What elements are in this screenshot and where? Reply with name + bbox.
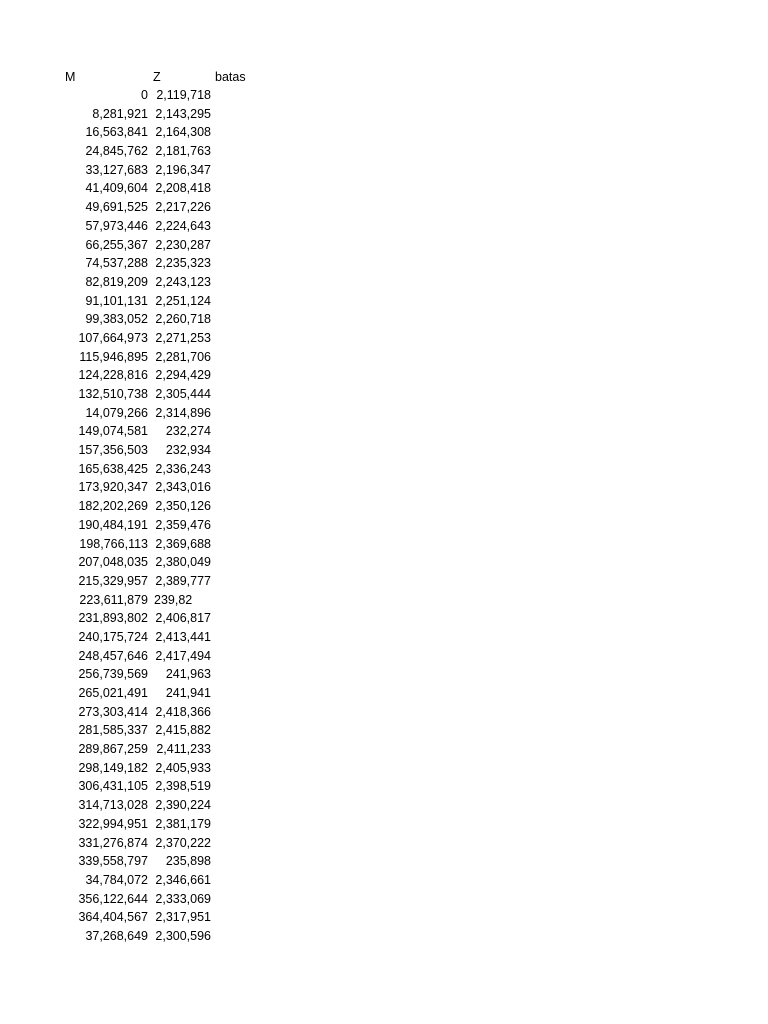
cell-m: 256,739,569 bbox=[78, 667, 148, 682]
cell-m: 173,920,347 bbox=[78, 480, 148, 495]
cell-z: 2,281,706 bbox=[155, 349, 211, 364]
cell-m: 223,611,879 bbox=[79, 592, 148, 607]
cell-z: 2,208,418 bbox=[155, 181, 211, 196]
cell-z: 2,119,718 bbox=[156, 88, 211, 102]
table-row bbox=[0, 105, 768, 124]
table-row bbox=[0, 179, 768, 198]
cell-m: 107,664,973 bbox=[78, 330, 148, 345]
cell-z: 2,390,224 bbox=[155, 798, 211, 813]
cell-z: 2,380,049 bbox=[155, 555, 211, 570]
cell-m: 99,383,052 bbox=[85, 312, 148, 327]
cell-m: 364,404,567 bbox=[78, 910, 148, 925]
table-row bbox=[0, 460, 768, 479]
table-row bbox=[0, 852, 768, 871]
cell-m: 281,585,337 bbox=[78, 723, 148, 738]
cell-z: 2,381,179 bbox=[155, 816, 211, 831]
column-header-m: M bbox=[65, 70, 76, 84]
table-row bbox=[0, 665, 768, 684]
cell-m: 198,766,113 bbox=[79, 536, 148, 551]
cell-m: 157,356,503 bbox=[78, 443, 148, 458]
cell-m: 207,048,035 bbox=[78, 555, 148, 570]
cell-m: 356,122,644 bbox=[78, 891, 148, 906]
cell-z: 2,224,643 bbox=[155, 218, 211, 233]
cell-z: 2,235,323 bbox=[155, 256, 211, 271]
cell-m: 82,819,209 bbox=[85, 274, 148, 289]
cell-m: 49,691,525 bbox=[85, 200, 148, 215]
table-row bbox=[0, 86, 768, 105]
cell-z: 2,417,494 bbox=[155, 648, 211, 663]
cell-z: 232,934 bbox=[165, 443, 211, 458]
cell-m: 8,281,921 bbox=[92, 106, 148, 121]
table-row bbox=[0, 123, 768, 142]
table-row bbox=[0, 217, 768, 236]
cell-z: 2,164,308 bbox=[155, 125, 211, 140]
table-row bbox=[0, 422, 768, 441]
table-row bbox=[0, 516, 768, 535]
cell-z: 241,941 bbox=[165, 686, 211, 700]
table-row bbox=[0, 142, 768, 161]
cell-z: 2,143,295 bbox=[155, 106, 211, 121]
cell-z: 235,898 bbox=[165, 854, 211, 869]
column-header-z: Z bbox=[153, 70, 161, 84]
cell-m: 14,079,266 bbox=[85, 405, 148, 420]
table-row bbox=[0, 273, 768, 292]
cell-m: 231,893,802 bbox=[78, 611, 148, 626]
header-row bbox=[0, 68, 768, 86]
table-row bbox=[0, 441, 768, 460]
table-row bbox=[0, 385, 768, 404]
cell-m: 273,303,414 bbox=[78, 704, 148, 719]
cell-z: 2,336,243 bbox=[155, 461, 211, 476]
table-row bbox=[0, 198, 768, 217]
cell-m: 33,127,683 bbox=[85, 162, 148, 177]
cell-m: 240,175,724 bbox=[78, 629, 148, 644]
cell-z: 2,389,777 bbox=[155, 573, 211, 588]
table-row bbox=[0, 404, 768, 423]
table-row bbox=[0, 292, 768, 311]
cell-m: 331,276,874 bbox=[78, 835, 148, 850]
table-row bbox=[0, 497, 768, 516]
cell-z: 2,418,366 bbox=[155, 704, 211, 719]
cell-m: 149,074,581 bbox=[78, 424, 148, 439]
cell-m: 0 bbox=[141, 88, 148, 102]
cell-z: 2,346,661 bbox=[155, 872, 211, 887]
cell-z: 2,405,933 bbox=[155, 760, 211, 775]
table-row bbox=[0, 366, 768, 385]
cell-m: 16,563,841 bbox=[85, 125, 148, 140]
data-rows bbox=[0, 86, 768, 946]
table-row bbox=[0, 310, 768, 329]
table-row bbox=[0, 927, 768, 946]
cell-m: 165,638,425 bbox=[78, 461, 148, 476]
cell-z: 232,274 bbox=[165, 424, 211, 439]
cell-m: 306,431,105 bbox=[78, 779, 148, 794]
cell-m: 41,409,604 bbox=[85, 181, 148, 196]
cell-z: 2,217,226 bbox=[155, 200, 211, 215]
column-header-batas: batas bbox=[215, 70, 246, 84]
table-row bbox=[0, 740, 768, 759]
cell-z: 2,343,016 bbox=[155, 480, 211, 495]
table-row bbox=[0, 254, 768, 273]
table-row bbox=[0, 609, 768, 628]
cell-z: 2,317,951 bbox=[155, 910, 211, 925]
table-row bbox=[0, 572, 768, 591]
cell-m: 190,484,191 bbox=[78, 517, 148, 532]
table-row bbox=[0, 777, 768, 796]
cell-z: 2,305,444 bbox=[155, 387, 211, 401]
cell-z: 2,294,429 bbox=[155, 368, 211, 383]
table-row bbox=[0, 703, 768, 722]
table-row bbox=[0, 796, 768, 815]
cell-z: 2,411,233 bbox=[156, 742, 211, 757]
cell-z: 2,333,069 bbox=[155, 891, 211, 906]
cell-m: 57,973,446 bbox=[85, 218, 148, 233]
cell-z: 2,196,347 bbox=[155, 162, 211, 177]
table-row bbox=[0, 535, 768, 554]
table-row bbox=[0, 553, 768, 572]
table-row bbox=[0, 329, 768, 348]
cell-z: 2,406,817 bbox=[155, 611, 211, 626]
table-row bbox=[0, 478, 768, 497]
cell-m: 298,149,182 bbox=[78, 760, 148, 775]
cell-m: 132,510,738 bbox=[78, 387, 148, 401]
cell-m: 289,867,259 bbox=[78, 742, 148, 757]
cell-z: 2,230,287 bbox=[155, 237, 211, 252]
cell-z: 2,300,596 bbox=[155, 928, 211, 943]
table-row bbox=[0, 721, 768, 740]
cell-m: 91,101,131 bbox=[85, 293, 148, 308]
table-row bbox=[0, 908, 768, 927]
cell-m: 182,202,269 bbox=[78, 499, 148, 514]
cell-z: 2,415,882 bbox=[155, 723, 211, 738]
cell-z: 2,251,124 bbox=[155, 293, 211, 308]
cell-m: 24,845,762 bbox=[85, 144, 148, 159]
cell-z: 239,82 bbox=[154, 592, 193, 607]
cell-z: 2,271,253 bbox=[155, 330, 211, 345]
table-row bbox=[0, 871, 768, 890]
cell-m: 66,255,367 bbox=[85, 237, 148, 252]
cell-z: 2,181,763 bbox=[155, 144, 211, 159]
cell-m: 265,021,491 bbox=[78, 686, 148, 700]
cell-z: 2,314,896 bbox=[155, 405, 211, 420]
cell-m: 314,713,028 bbox=[78, 798, 148, 813]
cell-m: 322,994,951 bbox=[78, 816, 148, 831]
table-row bbox=[0, 348, 768, 367]
cell-m: 37,268,649 bbox=[85, 928, 148, 943]
table-row bbox=[0, 834, 768, 853]
table-row bbox=[0, 591, 768, 610]
cell-m: 115,946,895 bbox=[79, 349, 148, 364]
cell-z: 241,963 bbox=[165, 667, 211, 682]
cell-z: 2,398,519 bbox=[155, 779, 211, 794]
cell-m: 248,457,646 bbox=[78, 648, 148, 663]
cell-m: 34,784,072 bbox=[85, 872, 148, 887]
table-row bbox=[0, 236, 768, 255]
cell-m: 215,329,957 bbox=[78, 573, 148, 588]
table-row bbox=[0, 647, 768, 666]
table-row bbox=[0, 628, 768, 647]
cell-z: 2,413,441 bbox=[155, 629, 211, 644]
cell-m: 74,537,288 bbox=[85, 256, 148, 271]
table-row bbox=[0, 684, 768, 703]
table-row bbox=[0, 759, 768, 778]
cell-z: 2,243,123 bbox=[155, 274, 211, 289]
cell-z: 2,260,718 bbox=[155, 312, 211, 327]
table-row bbox=[0, 890, 768, 909]
table-row bbox=[0, 161, 768, 180]
cell-z: 2,370,222 bbox=[155, 835, 211, 850]
table-row bbox=[0, 815, 768, 834]
cell-z: 2,359,476 bbox=[155, 517, 211, 532]
cell-m: 339,558,797 bbox=[78, 854, 148, 869]
cell-m: 124,228,816 bbox=[78, 368, 148, 383]
cell-z: 2,369,688 bbox=[155, 536, 211, 551]
cell-z: 2,350,126 bbox=[155, 499, 211, 514]
